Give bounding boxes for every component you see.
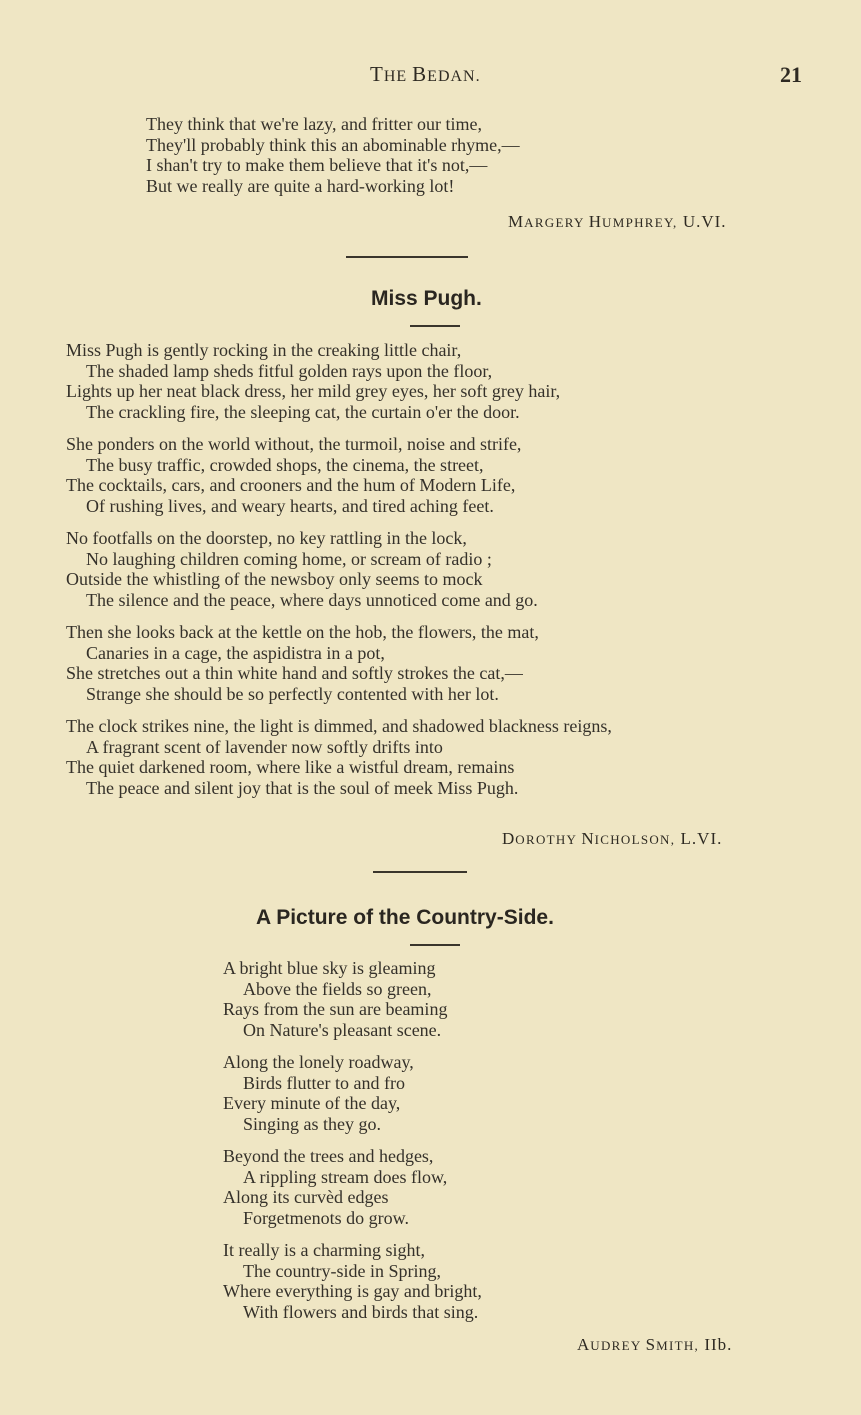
verse-line: The crackling fire, the sleeping cat, the curtain o'er the door. <box>86 401 520 422</box>
verse-line: She stretches out a thin white hand and softly strokes the cat,— <box>66 663 523 683</box>
author-form: IIb. <box>699 1335 733 1354</box>
verse-line: They'll probably think this an abominable rhyme,— <box>146 134 520 155</box>
verse-line: The cocktails, cars, and crooners and the hum of Modern Life, <box>66 475 516 495</box>
verse-line: Then she looks back at the kettle on the hob, the flowers, the mat, <box>66 622 539 642</box>
verse-line: Rays from the sun are beaming <box>223 999 448 1019</box>
poem-body <box>66 340 612 798</box>
verse-line: The busy traffic, crowded shops, the cinema, the street, <box>86 454 484 475</box>
verse-line: Every minute of the day, <box>223 1093 401 1113</box>
poem-body <box>223 958 482 1322</box>
author-initial: D <box>502 829 516 848</box>
verse-line: It really is a charming sight, <box>223 1240 425 1260</box>
verse-line: But we really are quite a hard-working lot! <box>146 175 455 196</box>
poem-title: Miss Pugh. <box>371 287 482 310</box>
author-last-rest: UMPHREY, <box>602 215 678 230</box>
verse-line: She ponders on the world without, the turmoil, noise and strife, <box>66 434 522 454</box>
verse-line: Strange she should be so perfectly contented with her lot. <box>86 683 499 704</box>
author-form: L.VI. <box>675 829 723 848</box>
poem-ending-stanza <box>146 114 520 196</box>
verse-line: Along the lonely roadway, <box>223 1052 414 1072</box>
verse-line: Birds flutter to and fro <box>243 1072 405 1093</box>
author-initial: A <box>577 1335 591 1354</box>
verse-line: Outside the whistling of the newsboy only seems to mock <box>66 569 483 589</box>
verse-line: A fragrant scent of lavender now softly drifts into <box>86 736 443 757</box>
title-underline <box>410 944 460 946</box>
verse-line: Where everything is gay and bright, <box>223 1281 482 1301</box>
verse-line: Miss Pugh is gently rocking in the creaking little chair, <box>66 340 462 360</box>
page-number: 21 <box>780 62 802 87</box>
verse-line: The quiet darkened room, where like a wistful dream, remains <box>66 757 515 777</box>
running-title-rest: HE <box>383 68 413 85</box>
verse-line: No footfalls on the doorstep, no key rattling in the lock, <box>66 528 467 548</box>
verse-line: They think that we're lazy, and fritter our time, <box>146 114 482 134</box>
author-last-rest: ICHOLSON, <box>594 832 676 847</box>
verse-line: On Nature's pleasant scene. <box>243 1019 442 1040</box>
author-initial: N <box>581 829 595 848</box>
running-title-rest-2: EDAN. <box>427 68 481 85</box>
author-form: U.VI. <box>677 212 727 231</box>
verse-line: The peace and silent joy that is the soul of meek Miss Pugh. <box>86 777 519 798</box>
author-initial: S <box>645 1335 657 1354</box>
running-head <box>0 62 861 90</box>
running-title <box>370 62 481 87</box>
verse-line: The shaded lamp sheds fitful golden rays upon the floor, <box>86 360 493 381</box>
author-first-rest: ARGERY <box>524 215 589 230</box>
author-attribution <box>502 829 722 849</box>
verse-line: With flowers and birds that sing. <box>243 1301 479 1322</box>
verse-line: Canaries in a cage, the aspidistra in a pot, <box>86 642 385 663</box>
author-initial: M <box>508 212 525 231</box>
author-first-rest: OROTHY <box>515 832 582 847</box>
verse-line: Forgetmenots do grow. <box>243 1207 409 1228</box>
author-last-rest: MITH, <box>656 1338 700 1353</box>
verse-line: A rippling stream does flow, <box>243 1166 448 1187</box>
verse-line: Along its curvèd edges <box>223 1187 389 1207</box>
verse-line: The silence and the peace, where days unnoticed come and go. <box>86 589 538 610</box>
author-attribution <box>577 1335 732 1355</box>
verse-line: The clock strikes nine, the light is dimmed, and shadowed blackness reigns, <box>66 716 612 736</box>
verse-line: No laughing children coming home, or scream of radio ; <box>86 548 492 569</box>
verse-line: Singing as they go. <box>243 1113 381 1134</box>
verse-line: Lights up her neat black dress, her mild grey eyes, her soft grey hair, <box>66 381 561 401</box>
verse-line: Above the fields so green, <box>243 978 432 999</box>
section-divider <box>373 871 467 873</box>
author-attribution <box>508 212 727 232</box>
verse-line: Of rushing lives, and weary hearts, and tired aching feet. <box>86 495 494 516</box>
title-underline <box>410 325 460 327</box>
author-initial: H <box>588 212 603 231</box>
poem-title: A Picture of the Country-Side. <box>256 906 554 929</box>
verse-line: Beyond the trees and hedges, <box>223 1146 434 1166</box>
verse-line: The country-side in Spring, <box>243 1260 441 1281</box>
running-title-initial: T <box>370 62 384 86</box>
verse-line: A bright blue sky is gleaming <box>223 958 436 978</box>
verse-line: I shan't try to make them believe that it's not,— <box>146 155 488 175</box>
author-first-rest: UDREY <box>590 1338 646 1353</box>
section-divider <box>346 256 468 258</box>
running-title-initial-2: B <box>412 62 428 86</box>
